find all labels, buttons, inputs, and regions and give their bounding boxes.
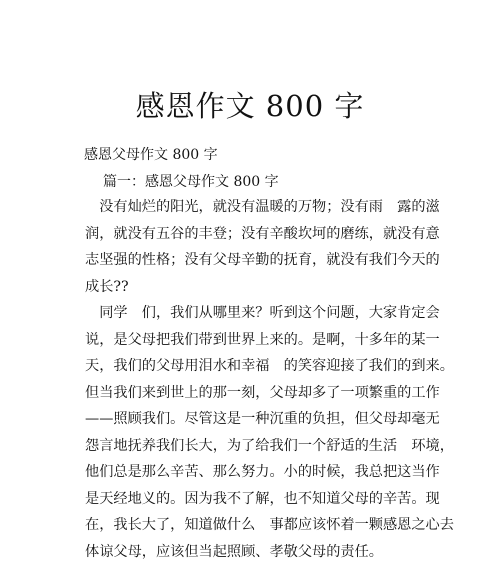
paragraph-line: 成长??	[85, 277, 430, 304]
paragraph-line: 他们总是那么辛苦、那么努力。小的时候，我总把这当作	[85, 462, 430, 489]
section-heading: 篇一：感恩父母作文 800 字	[103, 172, 279, 192]
paragraph-line: ——照顾我们。尽管这是一种沉重的负担，但父母却毫无	[85, 409, 430, 436]
paragraph-2	[85, 303, 430, 568]
paragraph-line: 体谅父母，应该但当起照顾、孝敬父母的责任。	[85, 542, 430, 568]
document-subtitle: 感恩父母作文 800 字	[84, 145, 218, 165]
paragraph-line: 在，我长大了，知道做什么 事都应该怀着一颗感恩之心去	[85, 515, 430, 542]
paragraph-line: 志坚强的性格；没有父母辛勤的抚育，就没有我们今天的	[85, 250, 430, 277]
document-title: 感恩作文 800 字	[0, 88, 500, 124]
paragraph-line: 怨言地抚养我们长大，为了给我们一个舒适的生活 环境，	[85, 436, 430, 463]
paragraph-1	[85, 197, 430, 303]
paragraph-line: 天，我们的父母用泪水和幸福 的笑容迎接了我们的到来。	[85, 356, 430, 383]
paragraph-line: 但当我们来到世上的那一刻，父母却多了一项繁重的工作	[85, 383, 430, 410]
paragraph-line: 同学 们，我们从哪里来？听到这个问题，大家肯定会	[85, 303, 430, 330]
paragraph-line: 润，就没有五谷的丰登；没有辛酸坎坷的磨练，就没有意	[85, 224, 430, 251]
paragraph-line: 没有灿烂的阳光，就没有温暖的万物；没有雨 露的滋	[85, 197, 430, 224]
paragraph-line: 说，是父母把我们带到世界上来的。是啊，十多年的某一	[85, 330, 430, 357]
paragraph-line: 是天经地义的。因为我不了解，也不知道父母的辛苦。现	[85, 489, 430, 516]
